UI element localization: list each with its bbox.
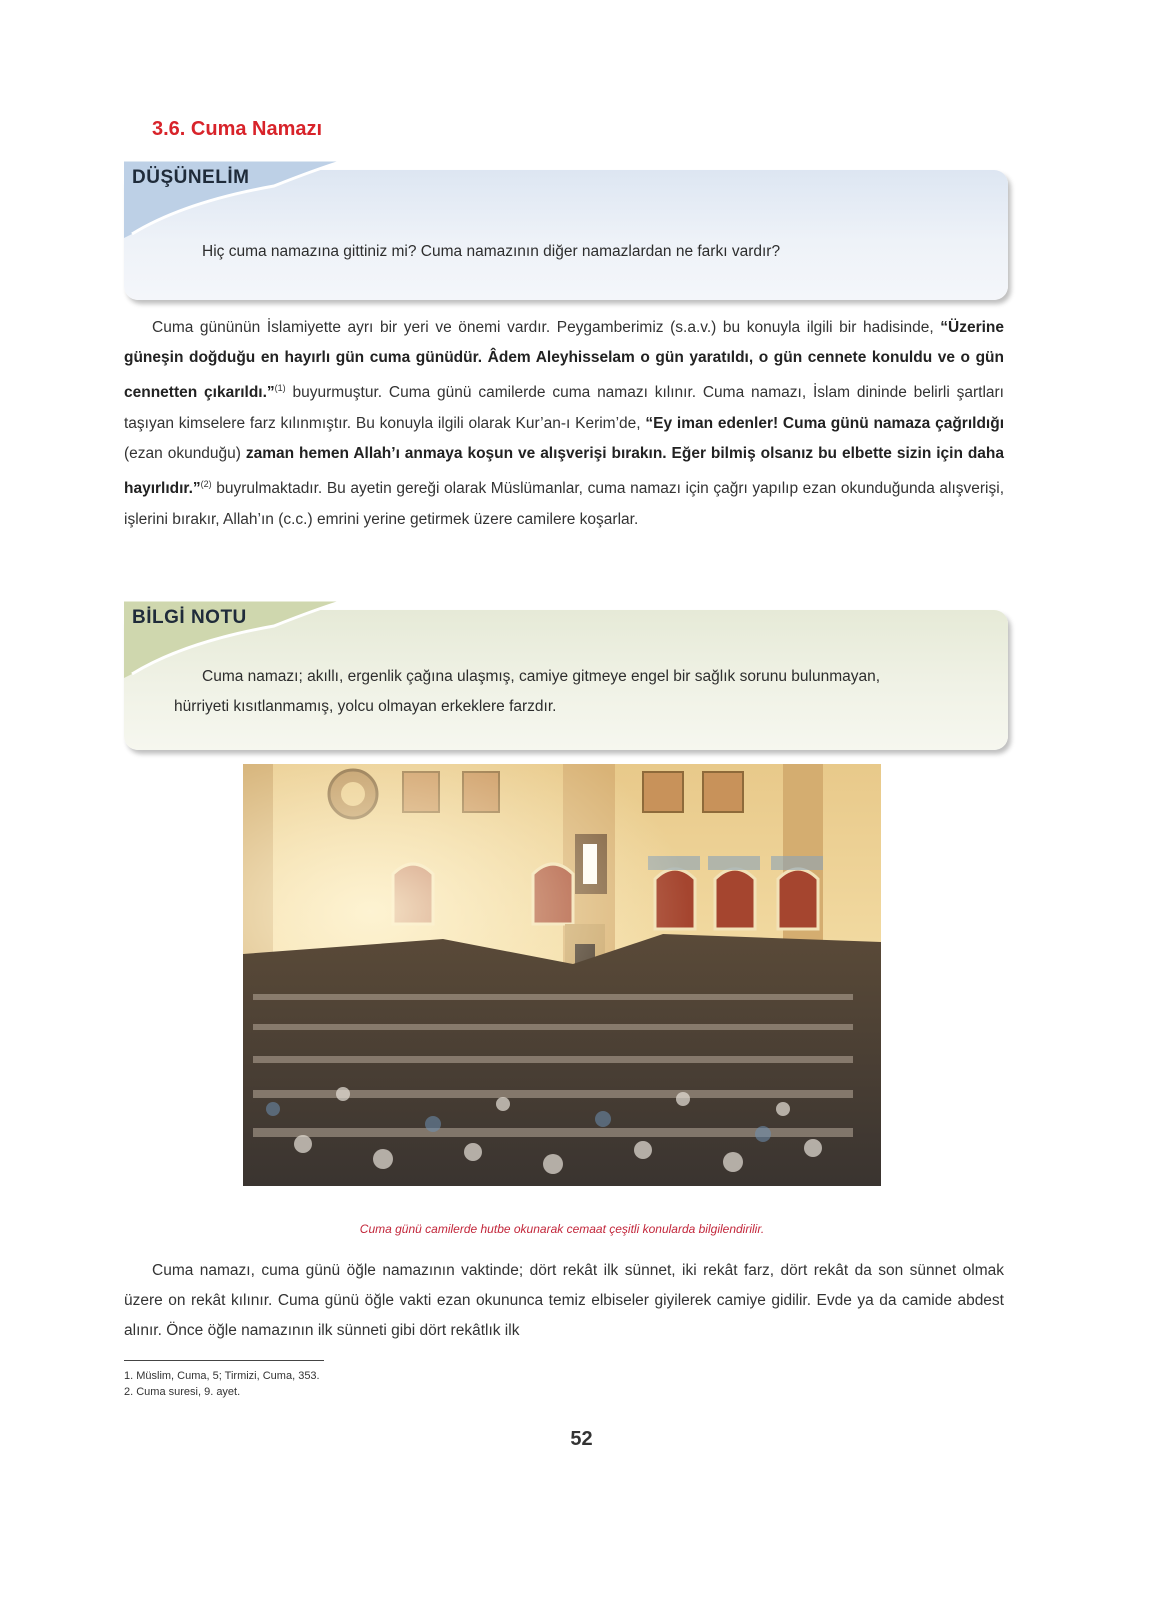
section-title bbox=[152, 118, 322, 141]
section-number: 3.6. bbox=[152, 118, 186, 140]
para-text-2: buyurmuştur. Cuma günü camilerde cuma namazı kılınır. Cuma namazı, İslam dininde belirli şartları taşıyan kimselere farz kılınmıştır. Bu konuyla ilgili olarak Kur’an-ı Kerim’de, bbox=[124, 384, 1004, 432]
section-heading: Cuma Namazı bbox=[190, 118, 323, 140]
hadith-quote: “Üzerine güneşin doğduğu en hayırlı gün cuma günüdür. Âdem Aleyhisselam o gün yaratıldı, o gün cennete konuldu ve o gün cennetten çıkarıldı.” bbox=[124, 319, 1004, 402]
intro-paragraph bbox=[124, 313, 1004, 535]
dusunelim-box bbox=[124, 158, 1008, 300]
prayer-paragraph bbox=[124, 1256, 1004, 1347]
footnote-1: 1. Müslim, Cuma, 5; Tirmizi, Cuma, 353. bbox=[124, 1370, 320, 1382]
page-number: 52 bbox=[570, 1428, 593, 1450]
photo-caption: Cuma günü camilerde hutbe okunarak cemaat çeşitli konularda bilgilendirilir. bbox=[359, 1222, 765, 1236]
para-text-3: (ezan okunduğu) bbox=[124, 444, 246, 462]
footnote-ref-2: (2) bbox=[200, 479, 212, 490]
bilgi-notu-line-1: Cuma namazı; akıllı, ergenlik çağına ulaşmış, camiye gitmeye engel bir sağlık sorunu bulunmayan, bbox=[202, 668, 881, 685]
ayah-quote-1: “Ey iman edenler! Cuma günü namaza çağrıldığı bbox=[645, 414, 1004, 432]
mosque-photo bbox=[243, 764, 881, 1186]
mosque-interior-image bbox=[243, 764, 881, 1186]
footnote-divider bbox=[124, 1360, 324, 1361]
footnotes bbox=[124, 1368, 320, 1400]
bilgi-notu-box bbox=[124, 598, 1008, 750]
para-text-1: Cuma gününün İslamiyette ayrı bir yeri ve önemi vardır. Peygamberimiz (s.a.v.) bu konuyla ilgili bir hadisinde, bbox=[152, 319, 941, 336]
footnote-2: 2. Cuma suresi, 9. ayet. bbox=[124, 1386, 241, 1398]
footnote-ref-1: (1) bbox=[274, 383, 286, 394]
dusunelim-question: Hiç cuma namazına gittiniz mi? Cuma namazının diğer namazlardan ne farkı vardır? bbox=[202, 243, 781, 260]
prayer-paragraph-text: Cuma namazı, cuma günü öğle namazının vaktinde; dört rekât ilk sünnet, iki rekât farz, dört rekât da son sünnet olmak üzere on rekât kılınır. Cuma günü öğle vakti ezan okununca temiz elbiseler giyilerek camiye gidilir. Evde ya da camide abdest alınır. Önce öğle namazının ilk sünneti gibi dört rekâtlık ilk bbox=[124, 1262, 1004, 1340]
ayah-quote-2: zaman hemen Allah’ı anmaya koşun ve alışverişi bırakın. Eğer bilmiş olsanız bu elbette sizin için daha hayırlıdır.” bbox=[124, 444, 1005, 498]
para-text-4: buyrulmaktadır. Bu ayetin gereği olarak Müslümanlar, cuma namazı için çağrı yapılıp ezan okunduğunda alışverişi, işlerini bırakır, Allah’ın (c.c.) emrini yerine getirmek üzere camilere koşarlar. bbox=[124, 480, 1004, 528]
bilgi-notu-label: BİLGİ NOTU bbox=[132, 607, 247, 628]
bilgi-notu-line-2: hürriyeti kısıtlanmamış, yolcu olmayan erkeklere farzdır. bbox=[174, 698, 557, 715]
dusunelim-label: DÜŞÜNELİM bbox=[132, 167, 250, 188]
